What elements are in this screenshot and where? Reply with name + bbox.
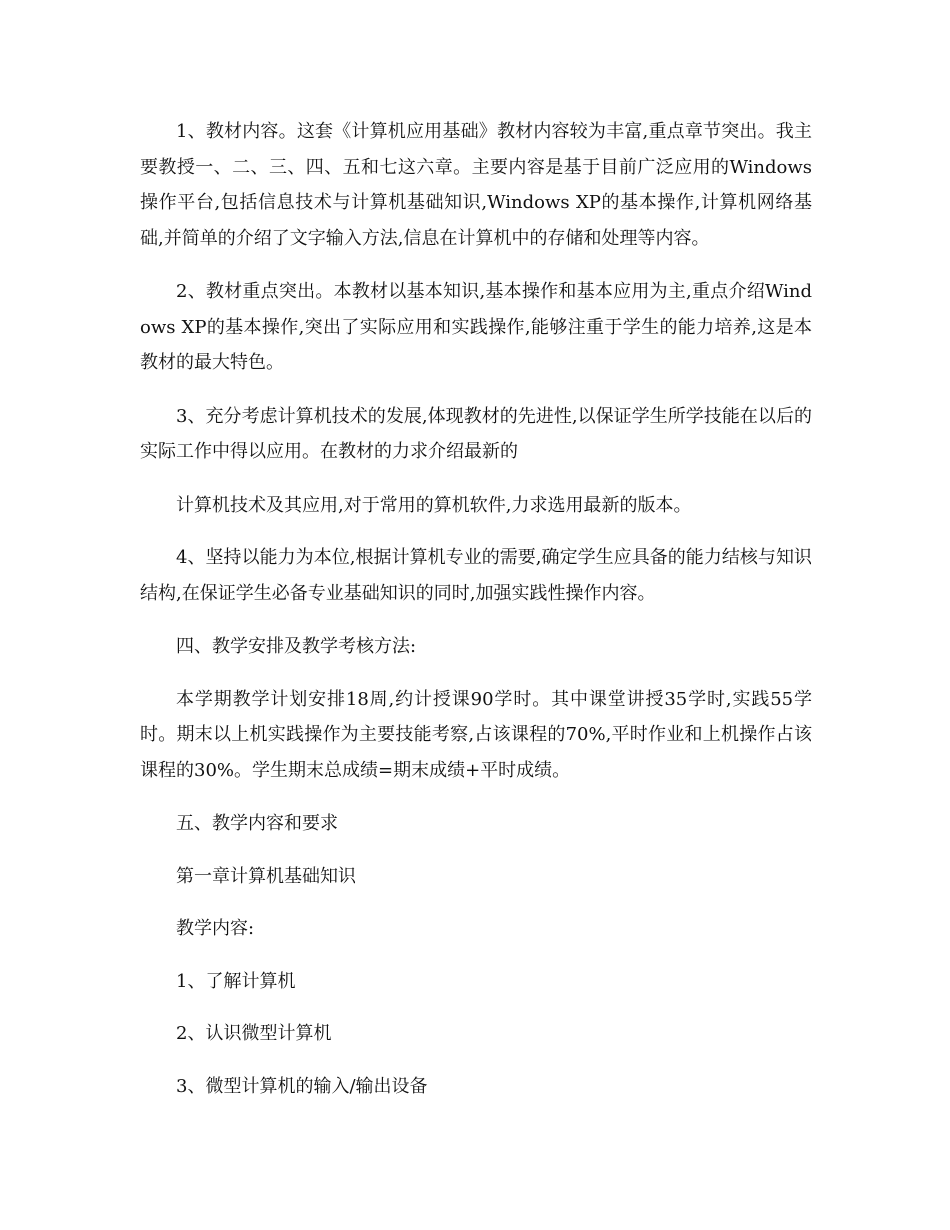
paragraph-textbook-focus: 2、教材重点突出。本教材以基本知识,基本操作和基本应用为主,重点介绍Windows XP的基本操作,突出了实际应用和实践操作,能够注重于学生的能力培养,这是本教材的最大特色。: [140, 281, 812, 373]
heading-teaching-content: 五、教学内容和要求: [176, 813, 338, 834]
paragraph-teaching-schedule: 本学期教学计划安排18周,约计授课90学时。其中课堂讲授35学时,实践55学时。期末以上机实践操作为主要技能考察,占该课程的70%,平时作业和上机操作占该课程的30%。学生期末总成绩=期末成绩+平时成绩。: [140, 688, 812, 781]
paragraph-technology-development: 3、充分考虑计算机技术的发展,体现教材的先进性,以保证学生所学技能在以后的实际工作中得以应用。在教材的力求介绍最新的: [140, 405, 812, 462]
document-body: [140, 114, 812, 1121]
paragraph-ability-based: 4、坚持以能力为本位,根据计算机专业的需要,确定学生应具备的能力结核与知识结构,在保证学生必备专业基础知识的同时,加强实践性操作内容。: [140, 547, 812, 604]
list-item: 2、认识微型计算机: [176, 1023, 332, 1044]
paragraph-textbook-content: 1、教材内容。这套《计算机应用基础》教材内容较为丰富,重点章节突出。我主要教授一、二、三、四、五和七这六章。主要内容是基于目前广泛应用的Windows操作平台,包括信息技术与计算机基础知识,Windows XP的基本操作,计算机网络基础,并简单的介绍了文字输入方法,信息在计算机中的存储和处理等内容。: [140, 121, 812, 249]
list-item: 3、微型计算机的输入/输出设备: [176, 1075, 428, 1097]
list-item: 1、了解计算机: [176, 970, 296, 992]
chapter-title: 第一章计算机基础知识: [176, 865, 356, 887]
paragraph-technology-continued: 计算机技术及其应用,对于常用的算机软件,力求选用最新的版本。: [176, 494, 692, 516]
teaching-content-label: 教学内容:: [176, 918, 255, 939]
heading-teaching-arrangement: 四、教学安排及教学考核方法:: [176, 636, 417, 657]
